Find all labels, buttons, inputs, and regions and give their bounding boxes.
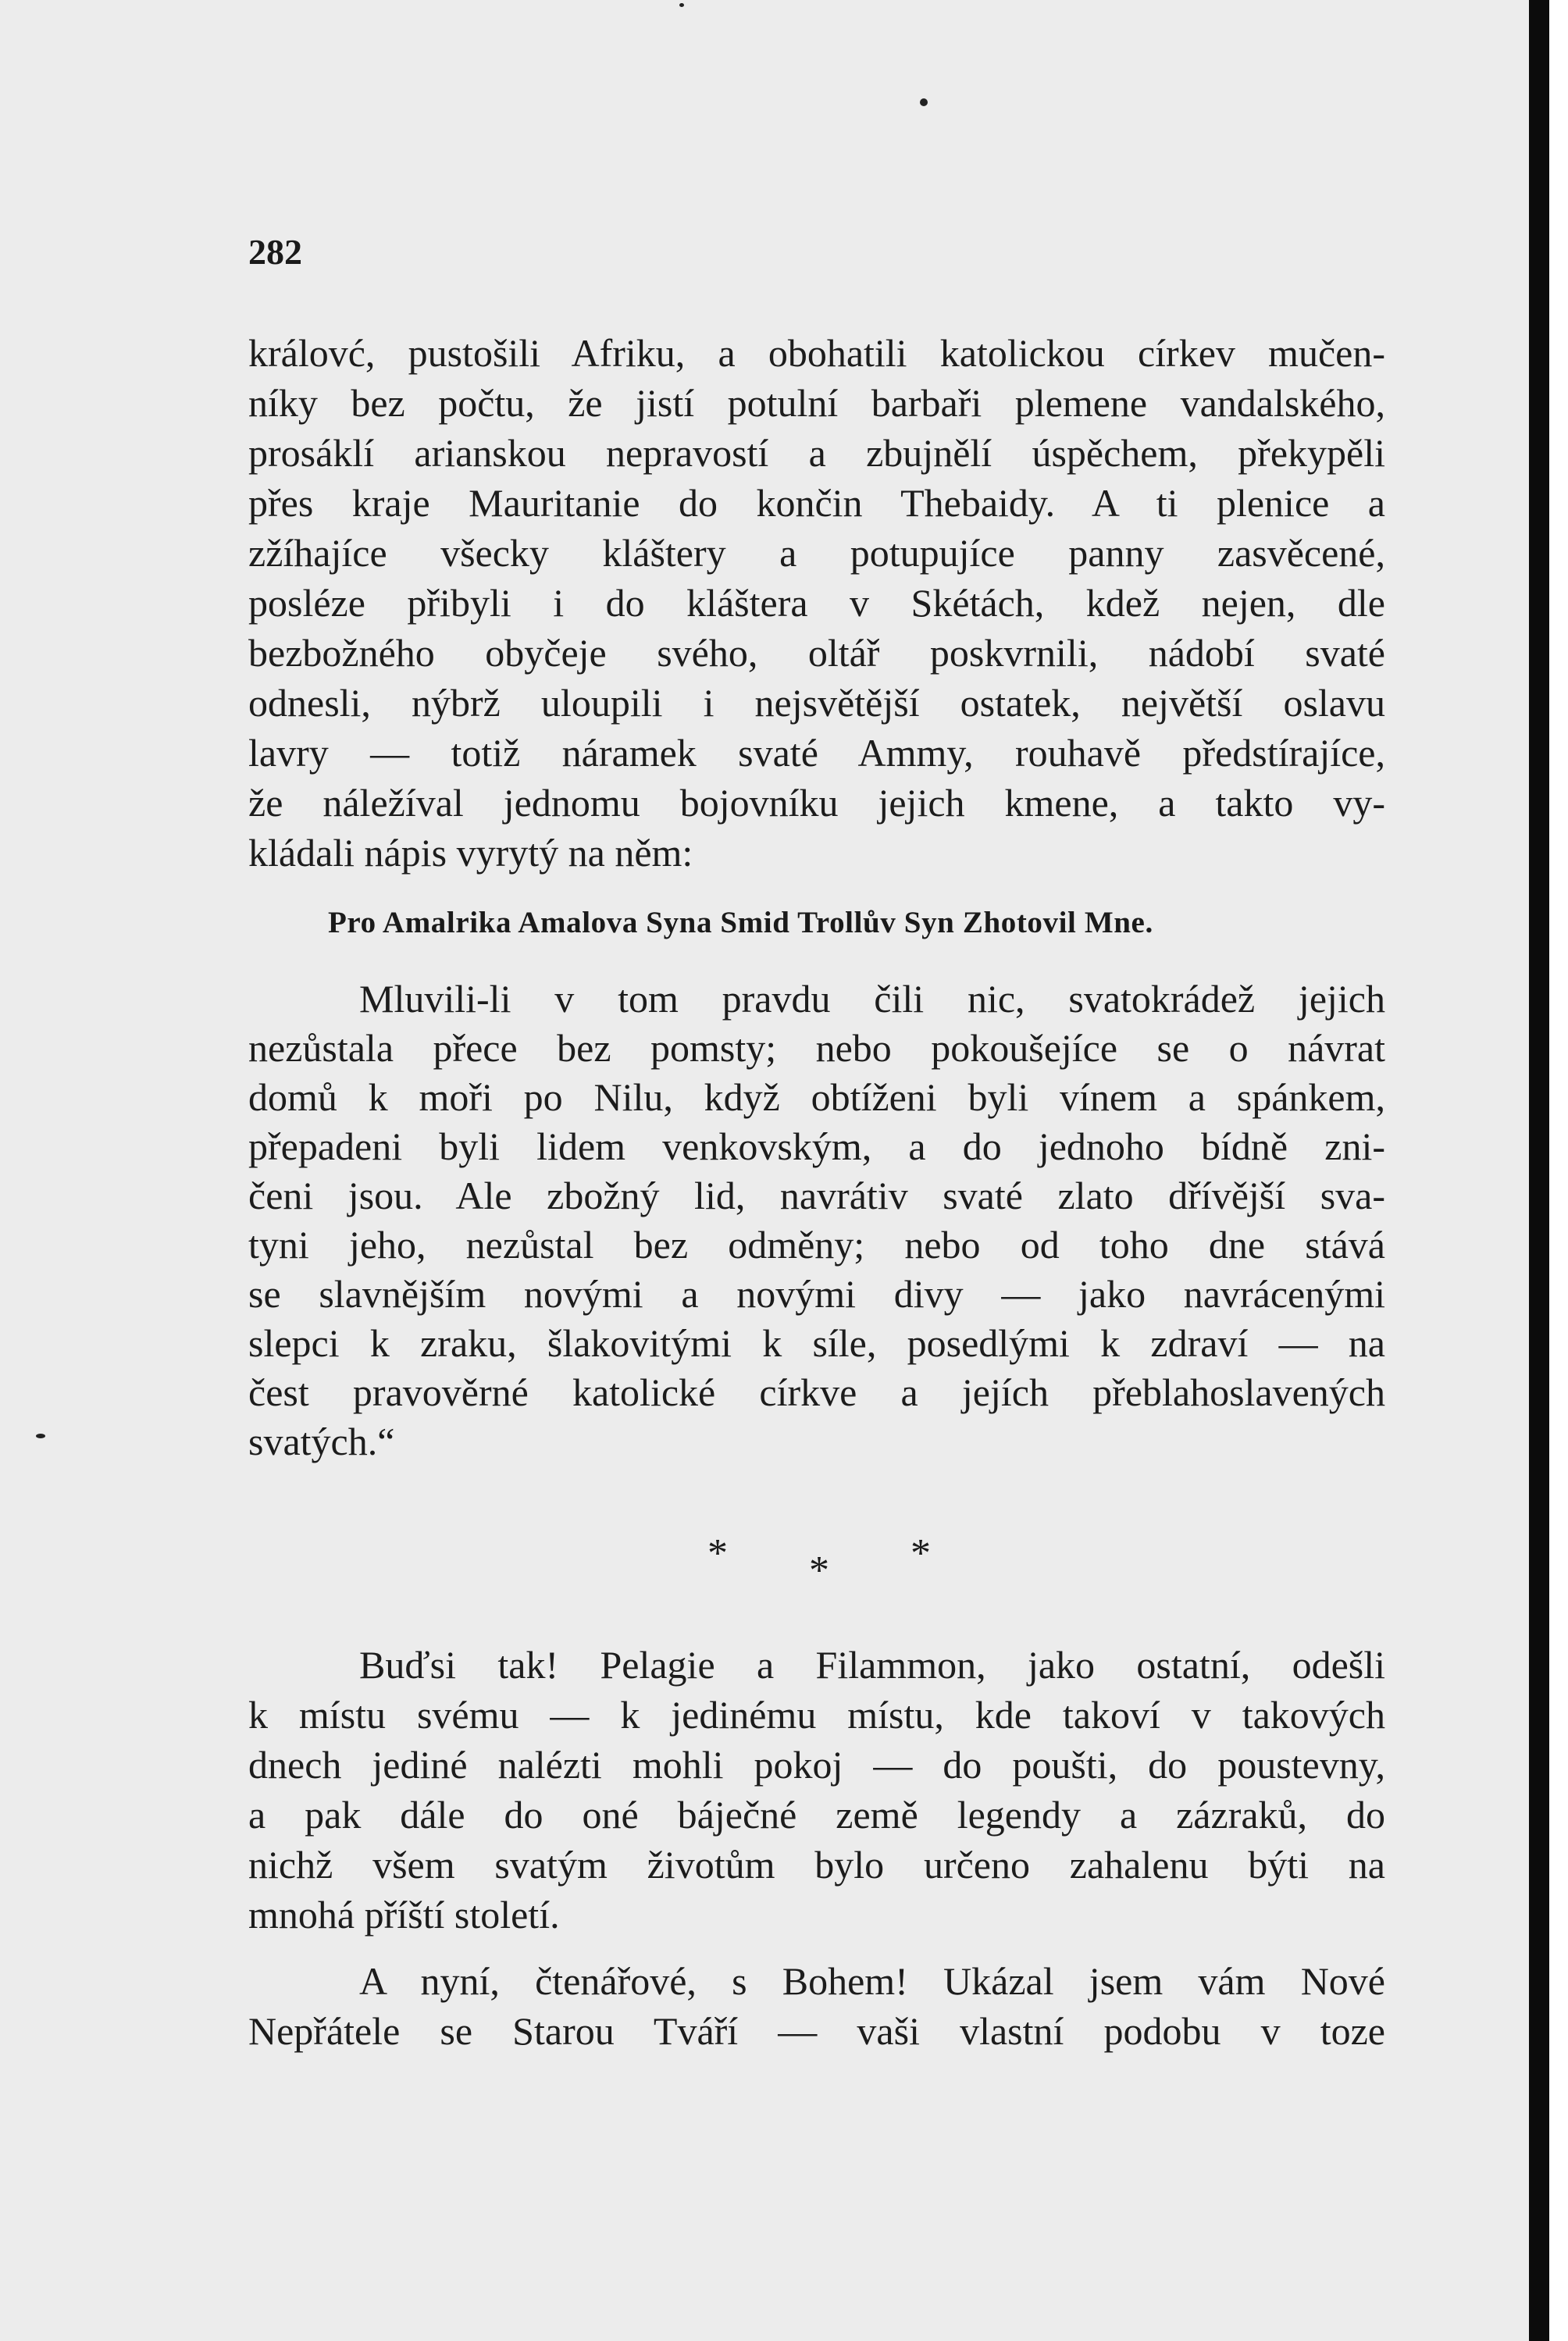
text-line: že náležíval jednomu bojovníku jejich kmene, a takto vy- [248, 781, 1385, 825]
text-line: přes kraje Mauritanie do končin Thebaidy. A ti plenice a [248, 481, 1385, 525]
paragraph-4 [248, 1956, 1385, 2056]
text-line: svatých.“ [248, 1420, 395, 1463]
text-line: Mluvili-li v tom pravdu čili nic, svatokrádež jejich [359, 977, 1385, 1021]
asterisk-center: * [809, 1548, 829, 1593]
page-edge-shadow [1529, 0, 1549, 2341]
inscription: Pro Amalrika Amalova Syna Smid Trollův Syn Zhotovil Mne. [328, 906, 1153, 939]
text-line: domů k moři po Nilu, když obtíženi byli vínem a spánkem, [248, 1075, 1385, 1119]
paragraph-3 [248, 1640, 1385, 1940]
text-line: A nyní, čtenářové, s Bohem! Ukázal jsem vám Nové [359, 1959, 1385, 2003]
page-number: 282 [248, 232, 302, 272]
text-line: mnohá příští století. [248, 1893, 560, 1937]
text-line: a pak dále do oné báječné země legendy a zázraků, do [248, 1793, 1385, 1837]
text-line: kládali nápis vyrytý na něm: [248, 831, 693, 875]
speck [920, 98, 928, 106]
text-line: zžíhajíce všecky kláštery a potupujíce panny zasvěcené, [248, 531, 1385, 575]
asterisk-right: * [911, 1531, 931, 1576]
text-line: lavry — totiž náramek svaté Ammy, rouhavě předstírajíce, [248, 731, 1385, 775]
text-line: se slavnějším novými a novými divy — jako navrácenými [248, 1272, 1385, 1316]
text-line: královć, pustošili Afriku, a obohatili katolickou církev mučen- [248, 331, 1385, 375]
text-line: čeni jsou. Ale zbožný lid, navrátiv svaté zlato dřívější sva- [248, 1174, 1385, 1217]
text-line: Nepřátele se Starou Tváří — vaši vlastní podobu v toze [248, 2009, 1385, 2053]
text-line: nezůstala přece bez pomsty; nebo pokoušejíce se o návrat [248, 1026, 1385, 1070]
asterisk-left: * [707, 1531, 728, 1576]
text-line: odnesli, nýbrž uloupili i nejsvětější ostatek, největší oslavu [248, 681, 1385, 725]
text-line: dnech jediné nalézti mohli pokoj — do poušti, do poustevny, [248, 1743, 1385, 1787]
text-line: posléze přibyli i do kláštera v Skétách, kdež nejen, dle [248, 581, 1385, 625]
section-separator [703, 1530, 953, 1601]
paragraph-1 [248, 328, 1385, 878]
text-line: bezbožného obyčeje svého, oltář poskvrnili, nádobí svaté [248, 631, 1385, 675]
speck [36, 1434, 45, 1438]
text-line: čest pravověrné katolické církve a jejích přeblahoslavených [248, 1370, 1385, 1414]
text-line: nichž všem svatým životům bylo určeno zahalenu býti na [248, 1843, 1385, 1887]
text-line: přepadeni byli lidem venkovským, a do jednoho bídně zni- [248, 1124, 1385, 1168]
text-line: slepci k zraku, šlakovitými k síle, posedlými k zdraví — na [248, 1321, 1385, 1365]
speck [679, 3, 684, 7]
text-line: k místu svému — k jedinému místu, kde takoví v takových [248, 1693, 1385, 1737]
page-edge-margin [1549, 0, 1568, 2341]
paragraph-2 [248, 975, 1385, 1466]
text-line: tyni jeho, nezůstal bez odměny; nebo od toho dne stává [248, 1223, 1385, 1267]
text-line: prosáklí arianskou nepravostí a zbujnělí úspěchem, překypěli [248, 431, 1385, 475]
text-line: Buďsi tak! Pelagie a Filammon, jako ostatní, odešli [359, 1643, 1385, 1687]
text-line: níky bez počtu, že jistí potulní barbaři plemene vandalského, [248, 381, 1385, 425]
